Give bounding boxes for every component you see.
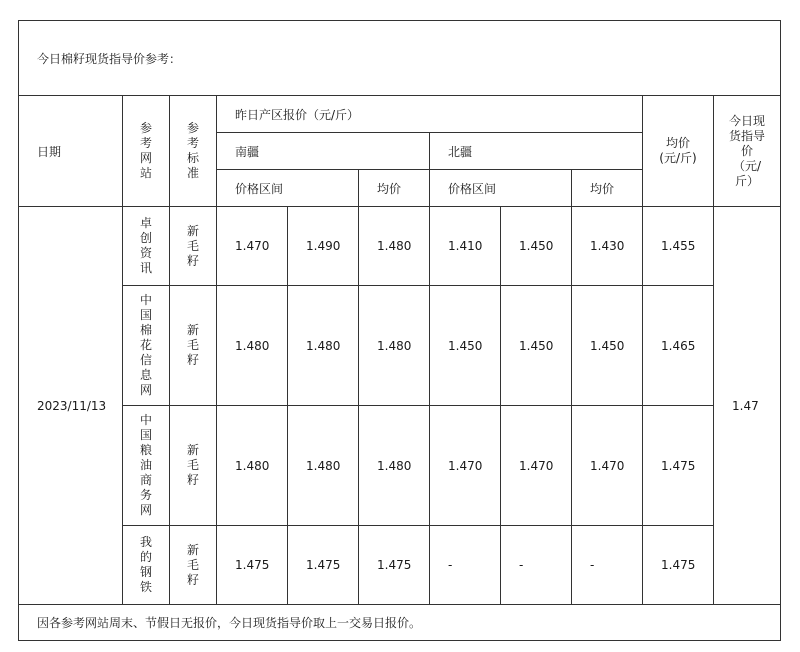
south-avg-cell: 1.480 [359,406,430,526]
header-yesterday-quote: 昨日产区报价（元/斤） [217,96,643,133]
standard-cell [170,286,217,406]
footnote-row [19,605,781,641]
standard-name: 新毛籽 [186,542,199,587]
site-name: 中国棉花信息网 [139,293,152,397]
header-avg-price-label: 均价(元/斤) [659,136,697,165]
table-row [19,286,781,406]
header-site-label: 参考网站 [139,121,152,180]
north-high-cell: - [501,526,572,605]
header-date: 日期 [19,96,123,207]
south-avg-cell: 1.480 [359,207,430,286]
standard-cell [170,526,217,605]
price-table-frame [18,20,780,642]
standard-name: 新毛籽 [186,323,199,367]
cottonseed-price-table [18,20,781,641]
site-cell [123,526,170,605]
header-today-guide [714,96,781,207]
header-today-guide-label: 今日现货指导价（元/斤） [729,113,766,188]
south-high-cell: 1.480 [288,286,359,406]
site-name: 卓创资讯 [139,216,152,275]
site-cell [123,286,170,406]
south-low-cell: 1.475 [217,526,288,605]
standard-cell [170,207,217,286]
south-avg-cell: 1.480 [359,286,430,406]
north-high-cell: 1.470 [501,406,572,526]
avg-cell: 1.455 [643,207,714,286]
north-high-cell: 1.450 [501,286,572,406]
table-row [19,526,781,605]
header-south-avg: 均价 [359,170,430,207]
header-standard [170,96,217,207]
south-high-cell: 1.480 [288,406,359,526]
site-cell [123,207,170,286]
north-avg-cell: - [572,526,643,605]
header-north: 北疆 [430,133,643,170]
table-row [19,406,781,526]
site-name: 中国粮油商务网 [139,413,152,517]
north-avg-cell: 1.430 [572,207,643,286]
north-high-cell: 1.450 [501,207,572,286]
south-high-cell: 1.475 [288,526,359,605]
south-avg-cell: 1.475 [359,526,430,605]
standard-name: 新毛籽 [186,223,199,268]
north-low-cell: 1.410 [430,207,501,286]
north-low-cell: 1.450 [430,286,501,406]
north-low-cell: 1.470 [430,406,501,526]
date-cell: 2023/11/13 [19,207,123,605]
south-low-cell: 1.480 [217,406,288,526]
header-standard-label: 参考标准 [186,121,199,180]
header-north-avg: 均价 [572,170,643,207]
north-low-cell: - [430,526,501,605]
standard-cell [170,406,217,526]
title-row [19,21,781,96]
standard-name: 新毛籽 [186,443,199,487]
header-south-range: 价格区间 [217,170,359,207]
south-low-cell: 1.480 [217,286,288,406]
header-south: 南疆 [217,133,430,170]
header-avg-price [643,96,714,207]
north-avg-cell: 1.450 [572,286,643,406]
header-north-range: 价格区间 [430,170,572,207]
header-site [123,96,170,207]
avg-cell: 1.475 [643,406,714,526]
site-cell [123,406,170,526]
table-row [19,207,781,286]
avg-cell: 1.465 [643,286,714,406]
table-title: 今日棉籽现货指导价参考： [19,21,781,96]
header-row-1 [19,96,781,133]
site-name: 我的钢铁 [139,535,152,594]
south-high-cell: 1.490 [288,207,359,286]
today-price-cell: 1.47 [714,207,781,605]
south-low-cell: 1.470 [217,207,288,286]
avg-cell: 1.475 [643,526,714,605]
footnote: 因各参考网站周末、节假日无报价，今日现货指导价取上一交易日报价。 [19,605,781,641]
north-avg-cell: 1.470 [572,406,643,526]
